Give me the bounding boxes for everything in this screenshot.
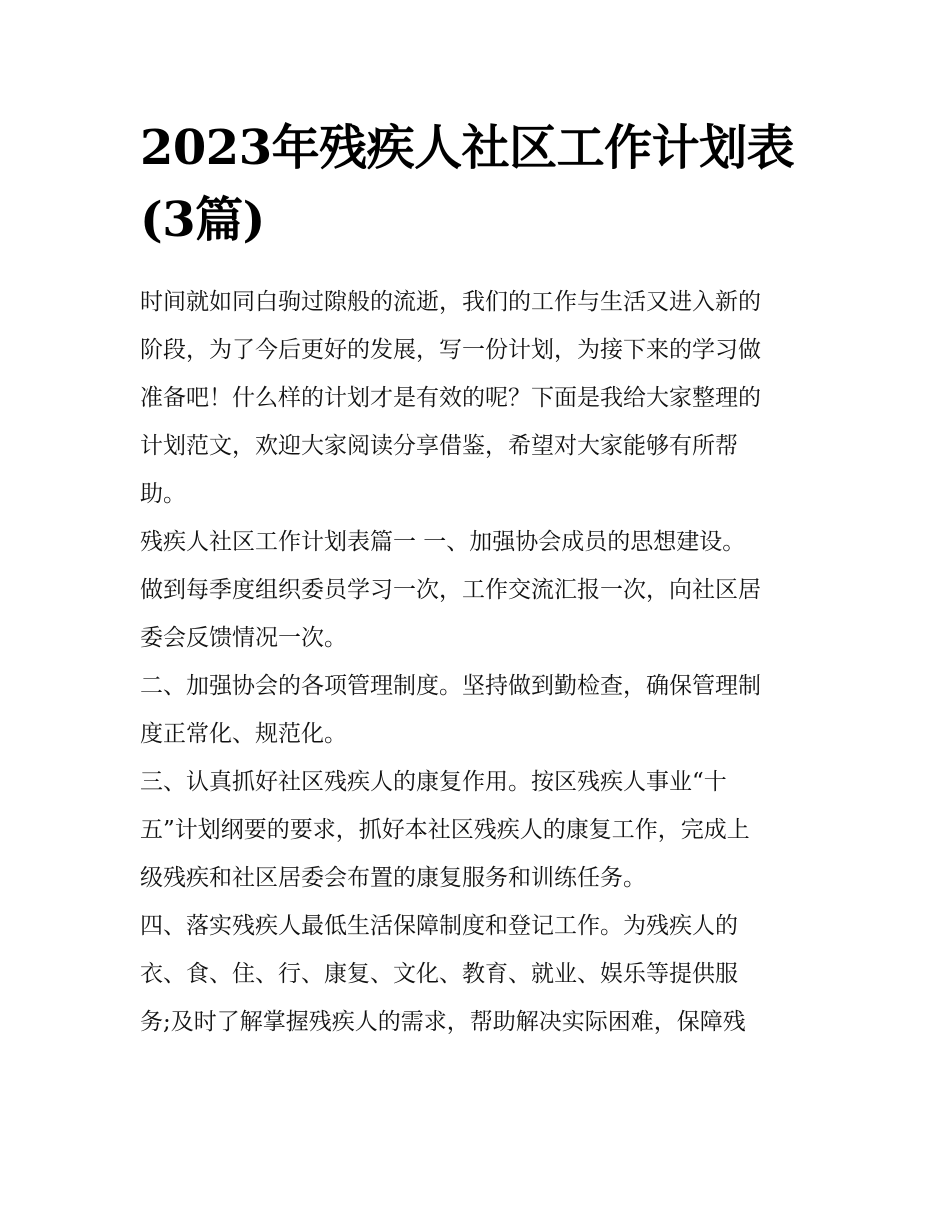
body-line: 时间就如同白驹过隙般的流逝，我们的工作与生活又进入新的	[140, 289, 761, 315]
body-line: 准备吧！什么样的计划才是有效的呢？下面是我给大家整理的	[140, 385, 761, 411]
body-line: 阶段，为了今后更好的发展，写一份计划，为接下来的学习做	[140, 337, 761, 363]
body-line: 四、落实残疾人最低生活保障制度和登记工作。为残疾人的	[140, 913, 738, 939]
body-line: 做到每季度组织委员学习一次，工作交流汇报一次，向社区居	[140, 577, 761, 603]
title-line-2: (3篇)	[140, 192, 265, 248]
body-line: 二、加强协会的各项管理制度。坚持做到勤检查，确保管理制	[140, 673, 761, 699]
body-line: 委会反馈情况一次。	[140, 625, 347, 651]
document-title	[140, 112, 830, 256]
body-line: 务;及时了解掌握残疾人的需求，帮助解决实际困难，保障残	[140, 1009, 746, 1035]
body-line: 三、认真抓好社区残疾人的康复作用。按区残疾人事业“十	[140, 769, 727, 795]
body-line: 助。	[140, 481, 186, 507]
body-line: 级残疾和社区居委会布置的康复服务和训练任务。	[140, 865, 646, 891]
body-line: 五”计划纲要的要求，抓好本社区残疾人的康复工作，完成上	[140, 817, 750, 843]
title-line-1: 2023年残疾人社区工作计划表	[140, 120, 795, 176]
body-line: 残疾人社区工作计划表篇一 一、加强协会成员的思想建设。	[140, 529, 746, 555]
body-line: 衣、食、住、行、康复、文化、教育、就业、娱乐等提供服	[140, 961, 738, 987]
document-body	[140, 278, 830, 1046]
body-line: 度正常化、规范化。	[140, 721, 347, 747]
body-line: 计划范文，欢迎大家阅读分享借鉴，希望对大家能够有所帮	[140, 433, 738, 459]
